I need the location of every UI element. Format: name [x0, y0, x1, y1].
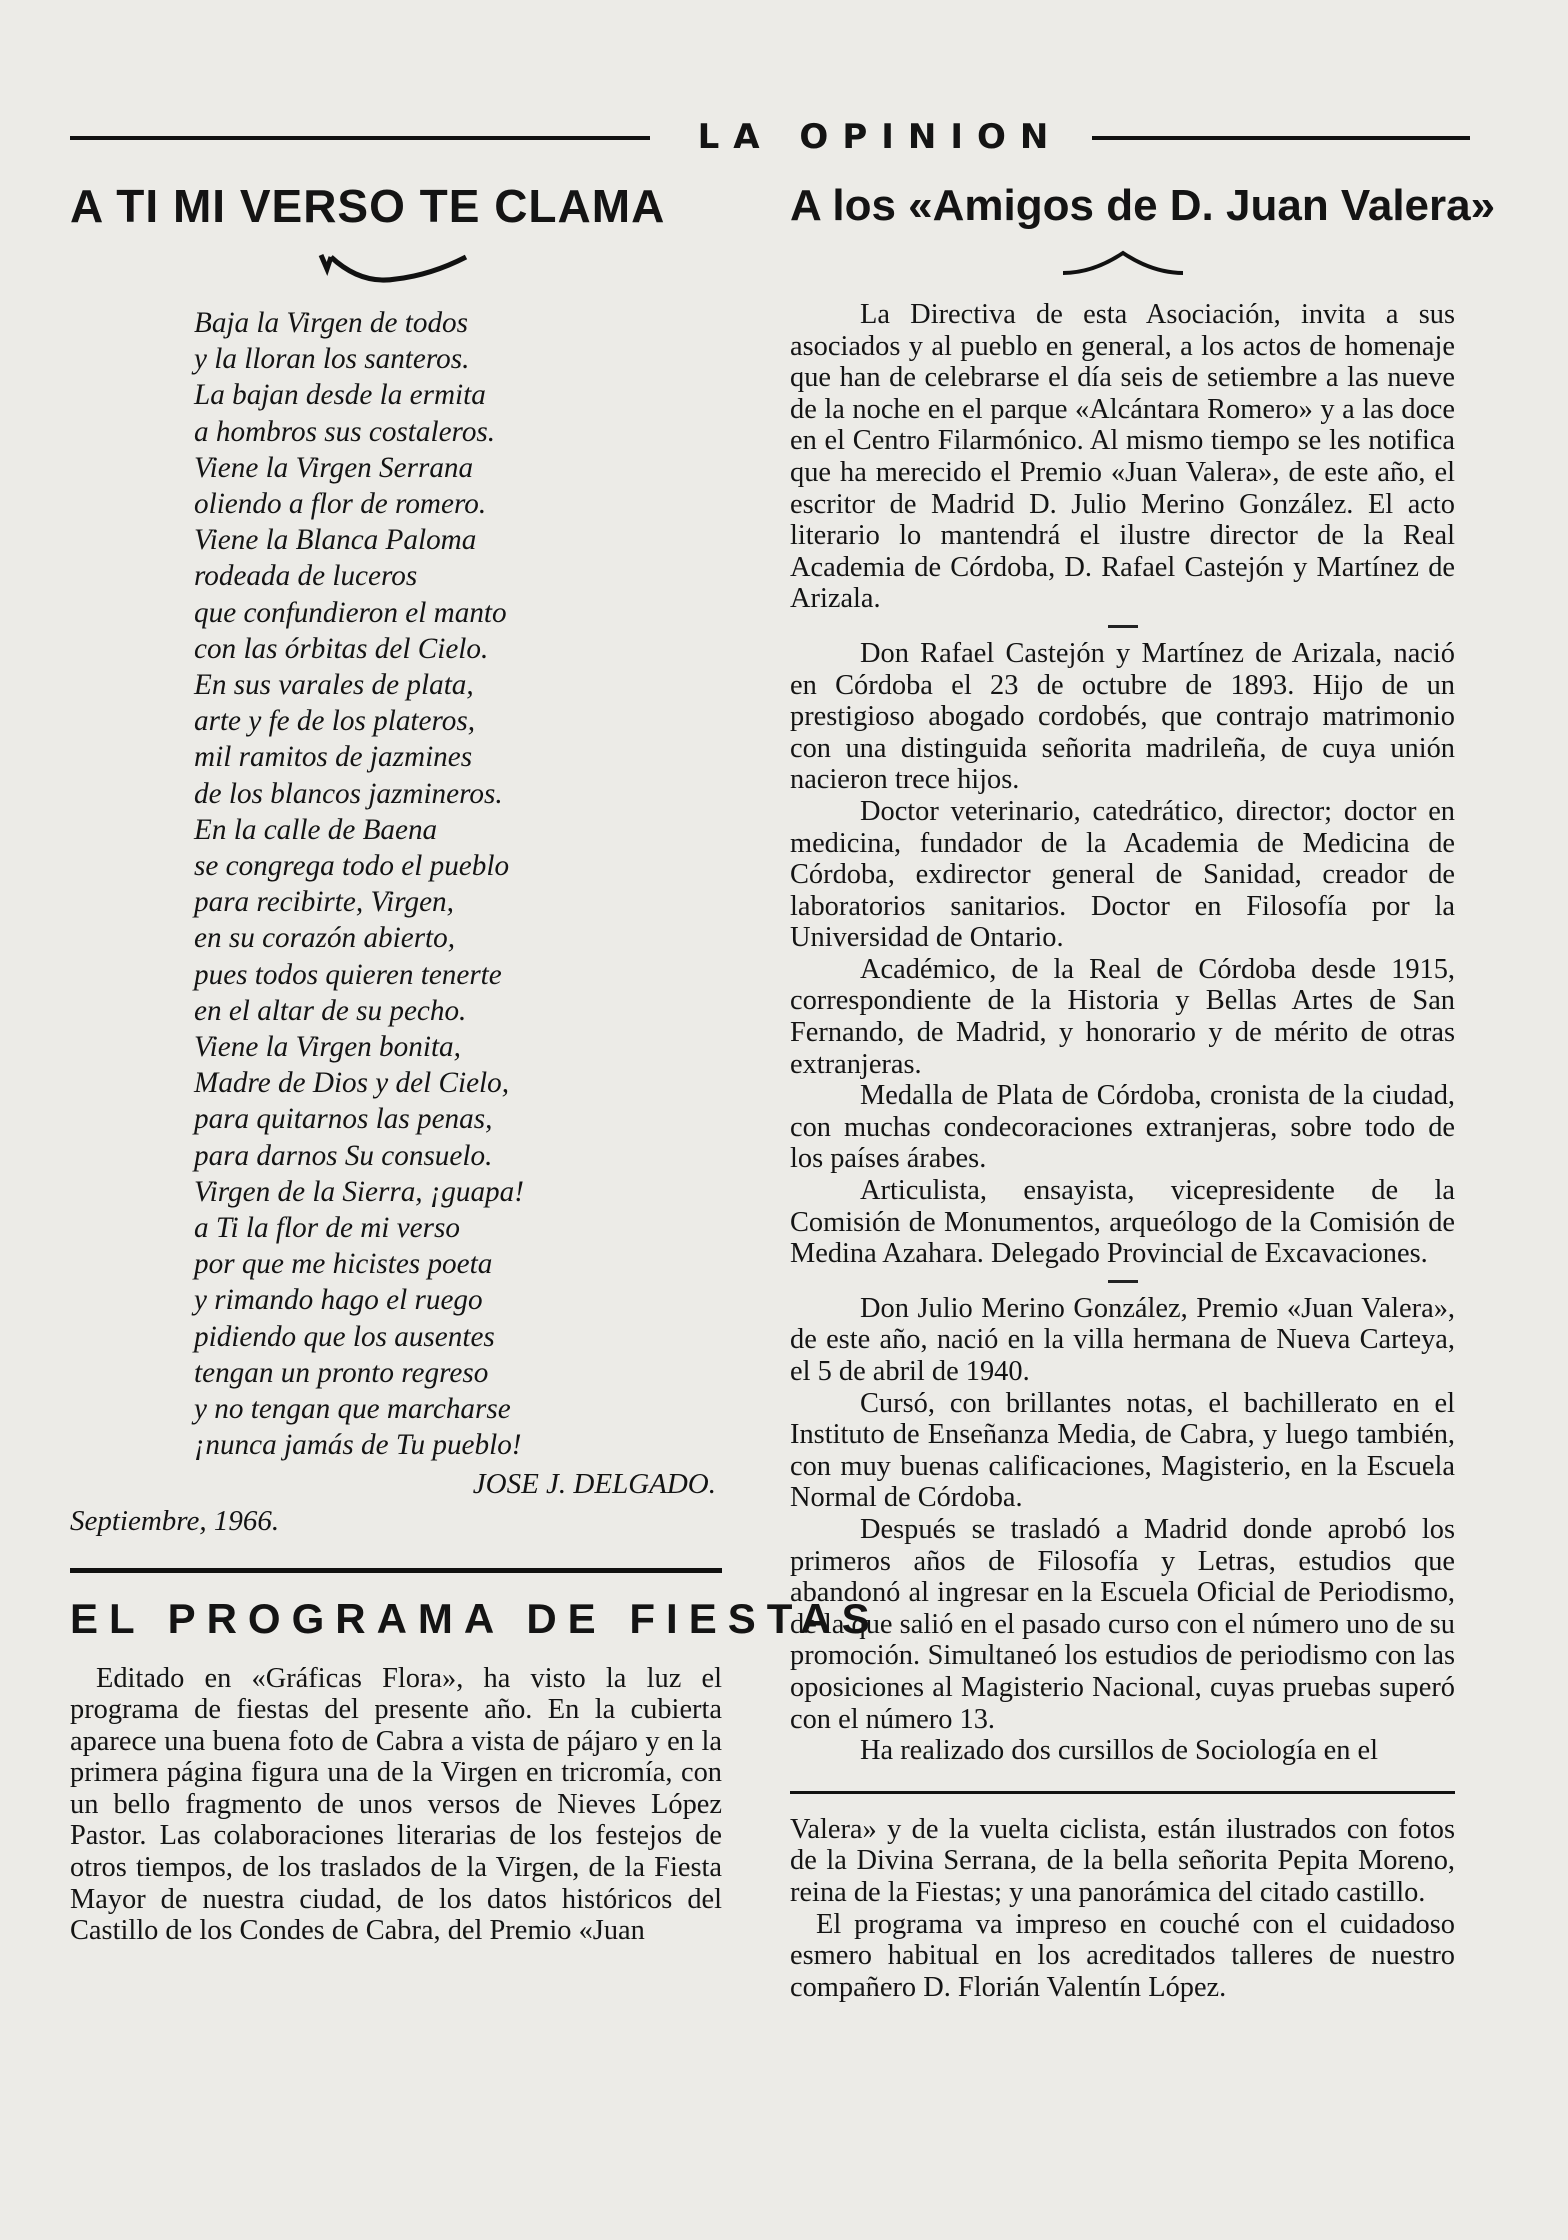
castejon-paragraph: Articulista, ensayista, vicepresidente de la Comisión de Monumentos, arqueólogo de la Comisión de Medina Azahara. Delegado Provincial de Excavaciones. [790, 1175, 1455, 1270]
verse-line: para recibirte, Virgen, [194, 886, 454, 919]
verse-line: ¡nunca jamás de Tu pueblo! [194, 1429, 522, 1462]
castejon-paragraph: Don Rafael Castejón y Martínez de Arizala, nació en Córdoba el 23 de octubre de 1893. Hijo de un prestigioso abogado cordobés, que contrajo matrimonio con una distinguida señorita madrileña, de cuya unión nacieron trece hijos. [790, 637, 1455, 796]
verse-line: arte y fe de los plateros, [194, 705, 476, 738]
programa-continuation: El programa va impreso en couché con el cuidadoso esmero habitual en los acreditados talleres de nuestro compañero D. Florián Valentín López. [790, 1908, 1455, 2003]
programa-continuation: Valera» y de la vuelta ciclista, están ilustrados con fotos de la Divina Serrana, de la bella señorita Pepita Moreno, reina de la Fiestas; y una panorámica del citado castillo. [790, 1813, 1455, 1908]
verse-line: para quitarnos las penas, [194, 1103, 493, 1136]
publication-title: LA OPINION [697, 117, 1063, 157]
verse-line: a Ti la flor de mi verso [194, 1212, 460, 1245]
poem-title: A TI MI VERSO TE CLAMA [70, 180, 666, 232]
verse-line: que confundieron el manto [194, 596, 507, 629]
verse-line: Virgen de la Sierra, ¡guapa! [194, 1175, 524, 1208]
verse-line: de los blancos jazmineros. [194, 777, 503, 810]
flourish-ornament-icon [1053, 245, 1193, 285]
verse-line: para darnos Su consuelo. [194, 1139, 493, 1172]
poem-author: JOSE J. DELGADO. [472, 1467, 716, 1500]
castejon-paragraph: Medalla de Plata de Córdoba, cronista de la ciudad, con muchas condecoraciones extranjeras, sobre todo de los países árabes. [790, 1080, 1455, 1175]
separator-dash [1108, 1280, 1138, 1283]
verse-line: por que me hicistes poeta [194, 1248, 493, 1281]
verse-line: oliendo a flor de romero. [194, 488, 487, 521]
amigos-intro: La Directiva de esta Asociación, invita a sus asociados y al pueblo en general, a los actos de homenaje que han de celebrarse el día seis de setiembre a las nueve de la noche en el parque «Alcántara Romero» y a las doce en el Centro Filarmónico. Al mismo tiempo se les notifica que ha merecido el Premio «Juan Valera», de este año, el escritor de Madrid D. Julio Merino González. El acto literario lo mantendrá el ilustre director de la Real Academia de Córdoba, D. Rafael Castejón y Martínez de Arizala. [790, 299, 1455, 615]
verse-line: se congrega todo el pueblo [194, 850, 510, 883]
verse-line: en el altar de su pecho. [194, 994, 467, 1027]
verse-line: En sus varales de plata, [194, 669, 474, 702]
amigos-title: A los «Amigos de D. Juan Valera» [790, 181, 1496, 230]
flourish-ornament-icon [301, 245, 491, 285]
right-column [790, 175, 1496, 2003]
section-divider [70, 1568, 722, 1573]
programa-paragraph: Editado en «Gráficas Flora», ha visto la luz el programa de fiestas del presente año. En la cubierta aparece una buena foto de Cabra a vista de pájaro y en la primera página figura una de la Virgen en tricromía, con un bello fragmento de unos versos de Nieves López Pastor. Las colaboraciones literarias de los festejos de otros tiempos, de los traslados de la Virgen, de la Fiesta Mayor de nuestra ciudad, de los datos históricos del Castillo de los Condes de Cabra, del Premio «Juan [70, 1662, 722, 1947]
merino-paragraph: Cursó, con brillantes notas, el bachillerato en el Instituto de Enseñanza Media, de Cabra, y luego también, con muy buenas calificaciones, Magisterio, en la Escuela Normal de Córdoba. [790, 1387, 1455, 1514]
verse-line: Viene la Virgen bonita, [194, 1031, 461, 1064]
masthead [70, 112, 1470, 162]
verse-line: tengan un pronto regreso [194, 1356, 489, 1389]
merino-paragraph: Ha realizado dos cursillos de Sociología en el [860, 1735, 1378, 1767]
verse-line: y la lloran los santeros. [194, 343, 470, 376]
masthead-rule-right [1092, 136, 1470, 140]
verse-line: mil ramitos de jazmines [194, 741, 473, 774]
castejon-paragraph: Académico, de la Real de Córdoba desde 1915, correspondiente de la Historia y Bellas Artes de San Fernando, de Madrid, y honorario y de mérito de otras extranjeras. [790, 953, 1455, 1080]
merino-paragraph: Don Julio Merino González, Premio «Juan Valera», de este año, nació en la villa hermana de Nueva Carteya, el 5 de abril de 1940. [790, 1292, 1455, 1387]
verse-line: Viene la Virgen Serrana [194, 451, 474, 484]
verse-line: y rimando hago el ruego [194, 1284, 483, 1317]
section-divider [790, 1791, 1455, 1794]
verse-line: pidiendo que los ausentes [194, 1320, 495, 1353]
left-column [70, 175, 881, 1947]
merino-paragraph: Después se trasladó a Madrid donde aprobó los primeros años de Filosofía y Letras, estudios que abandonó al ingresar en la Escuela Oficial de Periodismo, de la que salió en el pasado curso con el número uno de su promoción. Simultaneó los estudios de periodismo con las oposiciones al Magisterio Nacional, cuyas pruebas superó con el número 13. [790, 1513, 1455, 1735]
poem-date: Septiembre, 1966. [70, 1504, 280, 1537]
verse-line: Baja la Virgen de todos [194, 307, 469, 339]
verse-line: y no tengan que marcharse [194, 1393, 511, 1426]
verse-line: Madre de Dios y del Cielo, [194, 1067, 510, 1100]
separator-dash [1108, 625, 1138, 628]
verse-line: La bajan desde la ermita [194, 379, 486, 412]
verse-line: a hombros sus costaleros. [194, 415, 496, 448]
verse-line: Viene la Blanca Paloma [194, 524, 477, 557]
programa-title: EL PROGRAMA DE FIESTAS [70, 1594, 881, 1642]
verse-line: en su corazón abierto, [194, 922, 456, 955]
verse-line: rodeada de luceros [194, 560, 418, 593]
verse-line: con las órbitas del Cielo. [194, 632, 489, 665]
castejon-paragraph: Doctor veterinario, catedrático, director; doctor en medicina, fundador de la Academia de Medicina de Córdoba, exdirector general de Sanidad, creador de laboratorios sanitarios. Doctor en Filosofía por la Universidad de Ontario. [790, 795, 1455, 954]
poem-verses [194, 305, 722, 1464]
verse-line: En la calle de Baena [194, 813, 438, 846]
verse-line: pues todos quieren tenerte [194, 958, 502, 991]
masthead-rule-left [70, 136, 650, 140]
